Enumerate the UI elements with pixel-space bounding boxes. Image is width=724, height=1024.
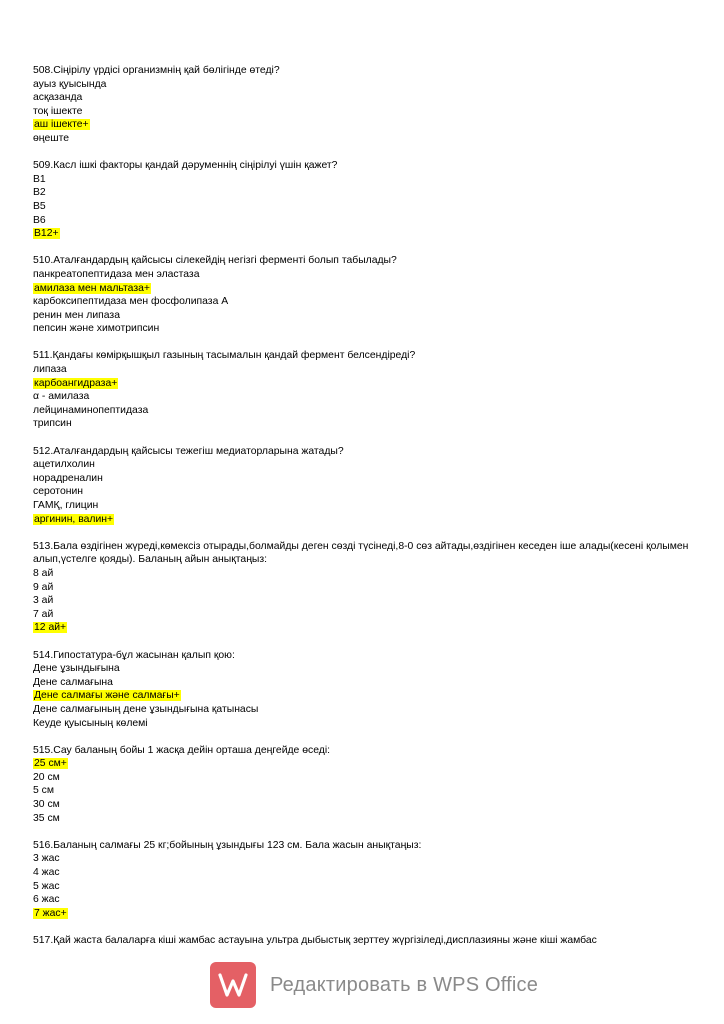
answer-option <box>33 784 693 798</box>
answer-option-text: 12 ай+ <box>34 622 67 634</box>
question-text: 515.Сау баланың бойы 1 жасқа дейін орташа деңгейде өседі: <box>33 744 331 756</box>
answer-option <box>33 91 693 105</box>
question-block <box>33 445 693 527</box>
correct-answer-option <box>33 118 693 132</box>
question-text: 508.Сіңірілу үрдісі организмнің қай бөлігінде өтеді? <box>33 65 280 76</box>
answer-option-text: ауыз қуысында <box>33 78 107 90</box>
answer-option-text: ренин мен липаза <box>33 309 120 321</box>
answer-option <box>33 594 693 608</box>
answer-option-text: 7 жас+ <box>34 907 67 919</box>
answer-option <box>33 485 693 499</box>
answer-option-text: лейцинаминопептидаза <box>33 404 149 416</box>
answer-option-text: 8 ай <box>33 567 54 579</box>
answer-option <box>33 812 693 826</box>
answer-option <box>33 390 693 404</box>
question-text: 512.Аталғандардың қайсысы тежегіш медиаторларына жатады? <box>33 445 344 457</box>
answer-option <box>33 268 693 282</box>
question-text: 517.Қай жаста балаларға кіші жамбас астауына ультра дыбыстық зерттеу жүргізіледі,дисплазияны және кіші жамбас <box>33 935 597 946</box>
answer-option <box>33 322 693 336</box>
question-text: 514.Гипостатура-бұл жасынан қалып қою: <box>33 649 235 661</box>
answer-option-text: аш ішекте+ <box>34 119 89 131</box>
answer-option-text: 35 см <box>33 812 60 824</box>
correct-answer-option <box>33 907 693 921</box>
answer-option <box>33 417 693 431</box>
answer-option <box>33 567 693 581</box>
answer-option-text: 3 жас <box>33 853 60 865</box>
question-block <box>33 254 693 336</box>
answer-option-text: 20 см <box>33 771 60 783</box>
question-block <box>33 839 693 921</box>
answer-option-text: тоқ ішекте <box>33 105 83 117</box>
answer-option-text: пепсин және химотрипсин <box>33 323 160 335</box>
answer-option-text: 5 жас <box>33 880 60 892</box>
answer-option-text: трипсин <box>33 418 72 430</box>
question-block <box>33 649 693 731</box>
answer-option <box>33 866 693 880</box>
answer-option-text: аргинин, валин+ <box>34 513 114 525</box>
answer-option-text: 3 ай <box>33 595 54 607</box>
answer-option <box>33 132 693 146</box>
answer-option-text: ГАМҚ, глицин <box>33 500 99 511</box>
answer-option-text: B2 <box>33 187 46 199</box>
answer-option <box>33 893 693 907</box>
answer-option-text: B5 <box>33 200 46 212</box>
answer-option-text: липаза <box>33 364 67 376</box>
answer-option-text: B12+ <box>34 228 59 240</box>
answer-option-text: ацетилхолин <box>33 459 95 471</box>
answer-option <box>33 458 693 472</box>
answer-option <box>33 186 693 200</box>
answer-option-text: 4 жас <box>33 867 60 879</box>
question-block <box>33 934 693 948</box>
wps-banner-label: Редактировать в WPS Office <box>270 973 539 996</box>
correct-answer-option <box>33 621 693 635</box>
answer-option <box>33 499 693 513</box>
answer-option <box>33 798 693 812</box>
answer-option <box>33 173 693 187</box>
answer-option-text: карбоксипептидаза мен фосфолипаза А <box>33 296 229 308</box>
answer-option <box>33 295 693 309</box>
correct-answer-option <box>33 513 693 527</box>
question-block <box>33 744 693 826</box>
question-block <box>33 64 693 146</box>
edit-in-wps-banner[interactable] <box>210 961 540 1009</box>
answer-option-text: Кеуде қуысының көлемі <box>33 717 148 729</box>
answer-option-text: карбоангидраза+ <box>34 377 118 389</box>
answer-option-text: 6 жас <box>33 894 60 906</box>
answer-option-text: 5 см <box>33 785 55 797</box>
answer-option-text: α - амилаза <box>33 391 90 403</box>
answer-option-text: Дене салмағының дене ұзындығына қатынасы <box>33 703 259 715</box>
answer-option-text: панкреатопептидаза мен эластаза <box>33 268 200 280</box>
answer-option-text: 9 ай <box>33 581 54 593</box>
answer-option <box>33 581 693 595</box>
answer-option-text: Дене салмағына <box>33 676 113 688</box>
answer-option-text: 30 см <box>33 799 60 811</box>
correct-answer-option <box>33 377 693 391</box>
answer-option <box>33 771 693 785</box>
answer-option-text: норадреналин <box>33 472 103 484</box>
document-body <box>33 64 693 961</box>
answer-option-text: B1 <box>33 173 46 185</box>
answer-option-text: амилаза мен мальтаза+ <box>34 282 150 294</box>
correct-answer-option <box>33 757 693 771</box>
question-text: 516.Баланың салмағы 25 кг;бойының ұзындығы 123 см. Бала жасын анықтаңыз: <box>33 839 422 851</box>
correct-answer-option <box>33 689 693 703</box>
answer-option <box>33 363 693 377</box>
answer-option <box>33 717 693 731</box>
answer-option-text: Дене салмағы және салмағы+ <box>34 690 180 702</box>
answer-option-text: 25 см+ <box>34 758 67 770</box>
answer-option <box>33 200 693 214</box>
answer-option <box>33 676 693 690</box>
correct-answer-option <box>33 282 693 296</box>
answer-option-text: өңеште <box>33 132 70 144</box>
question-block <box>33 349 693 431</box>
answer-option-text: асқазанда <box>33 92 83 104</box>
answer-option <box>33 472 693 486</box>
question-text: 513.Бала өздігінен жүреді,көмексіз отырады,болмайды деген сөзді түсінеді,8-0 сөз айтады,өздігінен кеседен іше алады(кесені қолымен алып,үстелге қояды). Баланың айын анықтаңыз: <box>33 540 689 566</box>
answer-option <box>33 703 693 717</box>
question-text: 511.Қандағы көмірқышқыл газының тасымалын қандай фермент белсендіреді? <box>33 350 416 362</box>
answer-option <box>33 852 693 866</box>
answer-option <box>33 608 693 622</box>
answer-option-text: B6 <box>33 214 46 226</box>
answer-option <box>33 309 693 323</box>
answer-option <box>33 105 693 119</box>
question-block <box>33 159 693 241</box>
question-text: 509.Касл ішкі факторы қандай дәруменнің сіңірілуі үшін қажет? <box>33 160 338 172</box>
answer-option <box>33 880 693 894</box>
answer-option <box>33 404 693 418</box>
answer-option <box>33 662 693 676</box>
answer-option-text: Дене ұзындығына <box>33 663 120 675</box>
answer-option-text: 7 ай <box>33 608 54 620</box>
answer-option <box>33 78 693 92</box>
question-block <box>33 540 693 635</box>
wps-logo-icon <box>210 962 256 1008</box>
question-text: 510.Аталғандардың қайсысы сілекейдің негізгі ферменті болып табылады? <box>33 255 397 267</box>
answer-option <box>33 214 693 228</box>
correct-answer-option <box>33 227 693 241</box>
answer-option-text: серотонин <box>33 486 84 498</box>
